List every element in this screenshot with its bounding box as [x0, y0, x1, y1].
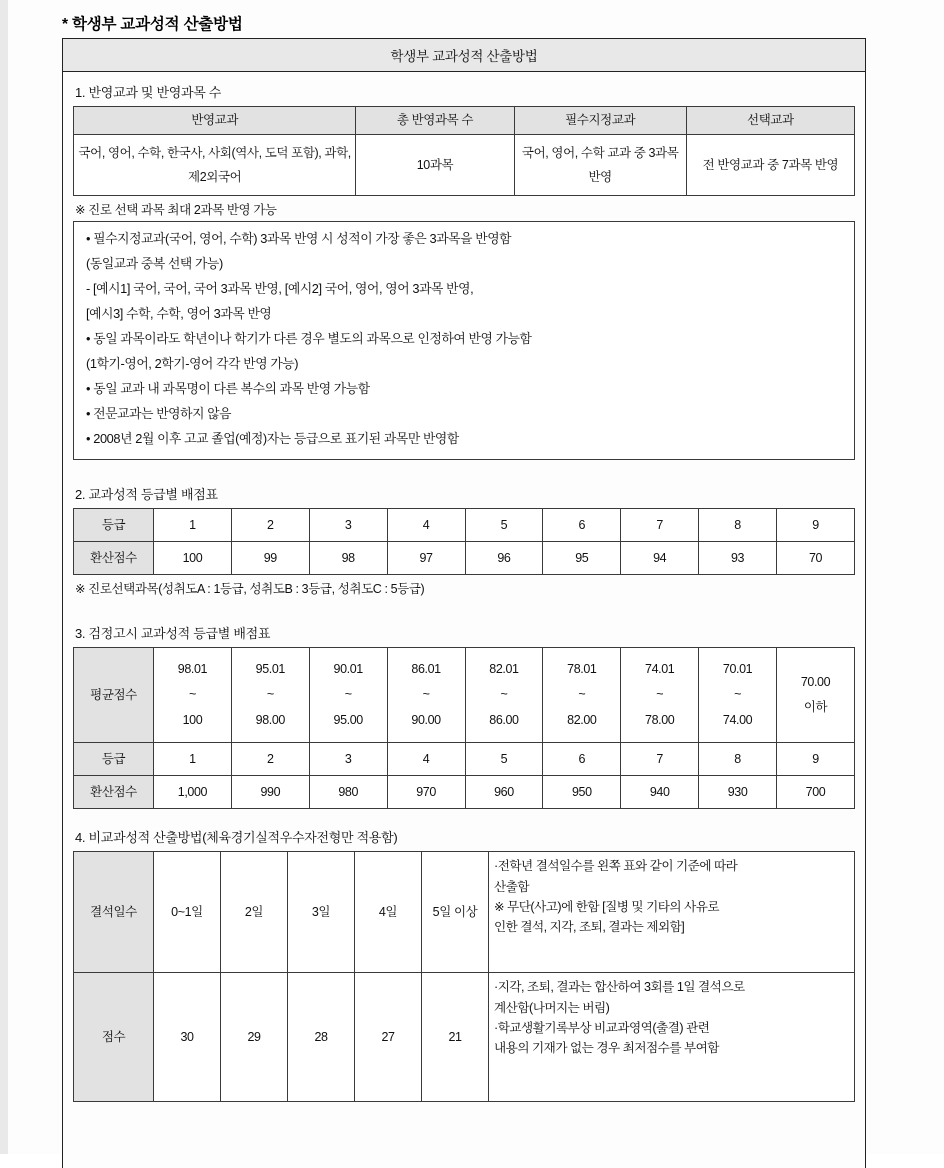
range-mid: ~	[734, 687, 742, 702]
section3-score-1: 990	[231, 776, 309, 809]
section4-days-2: 3일	[288, 852, 355, 973]
bullet-item: • 동일 교과 내 과목명이 다른 복수의 과목 반영 가능함	[86, 381, 842, 397]
section2-row-label-1: 환산점수	[74, 542, 154, 575]
range-bottom: 95.00	[333, 713, 363, 728]
section2-grade-4: 5	[465, 509, 543, 542]
section1-table	[73, 106, 855, 196]
section1-header-3: 선택교과	[686, 107, 854, 135]
document-frame	[62, 38, 866, 1168]
section2-score-5: 95	[543, 542, 621, 575]
table-row	[74, 973, 855, 1102]
section1-value-0: 국어, 영어, 수학, 한국사, 사회(역사, 도덕 포함), 과학, 제2외국어	[74, 135, 356, 196]
section3-row-label-0: 평균점수	[74, 648, 154, 743]
section3-grade-1: 2	[231, 743, 309, 776]
range-bottom: 100	[182, 713, 203, 728]
section4-days-1: 2일	[221, 852, 288, 973]
section1-value-2: 국어, 영어, 수학 교과 중 3과목 반영	[514, 135, 686, 196]
section2-row-label-0: 등급	[74, 509, 154, 542]
section2-grade-5: 6	[543, 509, 621, 542]
section3-grade-4: 5	[465, 743, 543, 776]
range-top: 74.01	[645, 661, 675, 676]
range-mid: ~	[344, 687, 352, 702]
table-row	[74, 743, 855, 776]
spacer	[73, 599, 855, 619]
section3-range-4	[465, 648, 543, 743]
section3-range-1	[231, 648, 309, 743]
range-mid: ~	[500, 687, 508, 702]
section2-score-3: 97	[387, 542, 465, 575]
note-line: 산출함	[494, 879, 529, 894]
range-top: 82.01	[489, 661, 519, 676]
range-top: 90.01	[333, 661, 363, 676]
section1-header-1: 총 반영과목 수	[356, 107, 514, 135]
section4-points-2: 28	[288, 973, 355, 1102]
section2-score-6: 94	[621, 542, 699, 575]
range-bottom: 86.00	[489, 713, 519, 728]
banner-title: 학생부 교과성적 산출방법	[63, 39, 865, 72]
section3-range-2	[309, 648, 387, 743]
section3-score-6: 940	[621, 776, 699, 809]
section2-grade-3: 4	[387, 509, 465, 542]
note-line: 인한 결석, 지각, 조퇴, 결과는 제외함]	[494, 920, 685, 935]
range-top: 95.01	[255, 661, 285, 676]
section3-score-7: 930	[699, 776, 777, 809]
section2-score-2: 98	[309, 542, 387, 575]
range-top: 86.01	[411, 661, 441, 676]
range-bottom: 90.00	[411, 713, 441, 728]
table-row	[74, 509, 855, 542]
section2-grade-0: 1	[154, 509, 232, 542]
section1-bullet-box	[73, 221, 855, 460]
section3-grade-6: 7	[621, 743, 699, 776]
table-row	[74, 107, 855, 135]
spacer	[73, 460, 855, 480]
section1-value-1: 10과목	[356, 135, 514, 196]
section2-score-8: 70	[777, 542, 855, 575]
section2-note: ※ 진로선택과목(성취도A : 1등급, 성취도B : 3등급, 성취도C : 5등급)	[75, 582, 425, 597]
bullet-item: [예시3] 수학, 수학, 영어 3과목 반영	[86, 306, 272, 322]
section3-range-7	[699, 648, 777, 743]
section4-heading: 4. 비교과성적 산출방법(체육경기실적우수자전형만 적용함)	[75, 830, 398, 846]
range-top: 70.01	[722, 661, 753, 676]
note-line: ※ 무단(사고)에 한함 [질병 및 기타의 사유로	[494, 900, 720, 915]
section3-score-0: 1,000	[154, 776, 232, 809]
bullet-item: • 동일 과목이라도 학년이나 학기가 다른 경우 별도의 과목으로 인정하여 반영 가능함	[86, 331, 842, 347]
range-mid: ~	[578, 687, 586, 702]
section2-grade-6: 7	[621, 509, 699, 542]
section4-points-3: 27	[355, 973, 422, 1102]
range-mid: 이하	[803, 700, 828, 715]
table-row	[74, 776, 855, 809]
range-bottom: 74.00	[722, 713, 753, 728]
section3-score-8: 700	[777, 776, 855, 809]
page-title: * 학생부 교과성적 산출방법	[62, 16, 243, 33]
page-body	[8, 0, 944, 1154]
section3-grade-2: 3	[309, 743, 387, 776]
range-bottom: 98.00	[255, 713, 285, 728]
section3-score-4: 960	[465, 776, 543, 809]
section4-days-4: 5일 이상	[422, 852, 489, 973]
table-row	[74, 542, 855, 575]
section4-note-row1	[489, 852, 855, 973]
section4-table	[73, 851, 855, 1102]
section2-grade-2: 3	[309, 509, 387, 542]
table-row	[74, 135, 855, 196]
section3-table	[73, 647, 855, 809]
spacer	[73, 1102, 855, 1110]
range-mid: ~	[422, 687, 430, 702]
section2-heading: 2. 교과성적 등급별 배점표	[75, 487, 218, 503]
section4-row-label-0: 결석일수	[74, 852, 154, 973]
section3-range-0	[154, 648, 232, 743]
bullet-item: - [예시1] 국어, 국어, 국어 3과목 반영, [예시2] 국어, 영어, 영어 3과목 반영,	[86, 281, 474, 297]
section2-score-7: 93	[699, 542, 777, 575]
section3-grade-0: 1	[154, 743, 232, 776]
section2-table	[73, 508, 855, 575]
section3-row-label-1: 등급	[74, 743, 154, 776]
table-row	[74, 852, 855, 973]
section4-note-row2	[489, 973, 855, 1102]
section4-points-1: 29	[221, 973, 288, 1102]
note-line: 내용의 기재가 없는 경우 최저점수를 부여함	[494, 1041, 719, 1056]
section1-heading: 1. 반영교과 및 반영과목 수	[75, 85, 222, 100]
section3-heading: 3. 검정고시 교과성적 등급별 배점표	[75, 626, 271, 642]
section3-range-3	[387, 648, 465, 743]
note-line: ·지각, 조퇴, 결과는 합산하여 3회를 1일 결석으로	[494, 980, 745, 995]
range-top: 78.01	[567, 661, 597, 676]
range-mid: ~	[656, 687, 664, 702]
spacer	[73, 809, 855, 823]
bullet-item: (동일교과 중복 선택 가능)	[86, 256, 223, 272]
section2-score-4: 96	[465, 542, 543, 575]
section2-grade-8: 9	[777, 509, 855, 542]
section3-range-6	[621, 648, 699, 743]
section1-value-3: 전 반영교과 중 7과목 반영	[686, 135, 854, 196]
section2-grade-7: 8	[699, 509, 777, 542]
section1-header-0: 반영교과	[74, 107, 356, 135]
bullet-item: • 필수지정교과(국어, 영어, 수학) 3과목 반영 시 성적이 가장 좋은 3과목을 반영함	[86, 231, 842, 247]
section4-points-0: 30	[154, 973, 221, 1102]
section3-score-5: 950	[543, 776, 621, 809]
section3-score-2: 980	[309, 776, 387, 809]
section3-grade-5: 6	[543, 743, 621, 776]
document-content	[63, 72, 865, 1110]
section2-score-1: 99	[231, 542, 309, 575]
range-mid: ~	[188, 687, 196, 702]
section4-points-4: 21	[422, 973, 489, 1102]
section1-note: ※ 진로 선택 과목 최대 2과목 반영 가능	[75, 203, 277, 218]
section3-range-5	[543, 648, 621, 743]
section2-grade-1: 2	[231, 509, 309, 542]
table-row	[74, 648, 855, 743]
section3-score-3: 970	[387, 776, 465, 809]
range-bottom: 82.00	[567, 713, 597, 728]
bullet-item: • 전문교과는 반영하지 않음	[86, 406, 842, 422]
range-bottom: 78.00	[645, 713, 675, 728]
bullet-item: (1학기-영어, 2학기-영어 각각 반영 가능)	[86, 356, 299, 372]
section3-grade-8: 9	[777, 743, 855, 776]
bullet-item: • 2008년 2월 이후 고교 졸업(예정)자는 등급으로 표기된 과목만 반영함	[86, 431, 842, 447]
note-line: 계산함(나머지는 버림)	[494, 1000, 610, 1015]
section3-range-8	[777, 648, 855, 743]
range-mid: ~	[266, 687, 274, 702]
note-line: ·전학년 결석일수를 왼쪽 표와 같이 기준에 따라	[494, 859, 738, 874]
section3-row-label-2: 환산점수	[74, 776, 154, 809]
note-line: ·학교생활기록부상 비교과영역(출결) 관련	[494, 1021, 710, 1036]
section1-header-2: 필수지정교과	[514, 107, 686, 135]
section3-grade-7: 8	[699, 743, 777, 776]
section4-days-0: 0~1일	[154, 852, 221, 973]
section3-grade-3: 4	[387, 743, 465, 776]
range-top: 70.00	[800, 674, 831, 689]
range-top: 98.01	[177, 661, 208, 676]
section2-score-0: 100	[154, 542, 232, 575]
section4-days-3: 4일	[355, 852, 422, 973]
section4-row-label-1: 점수	[74, 973, 154, 1102]
